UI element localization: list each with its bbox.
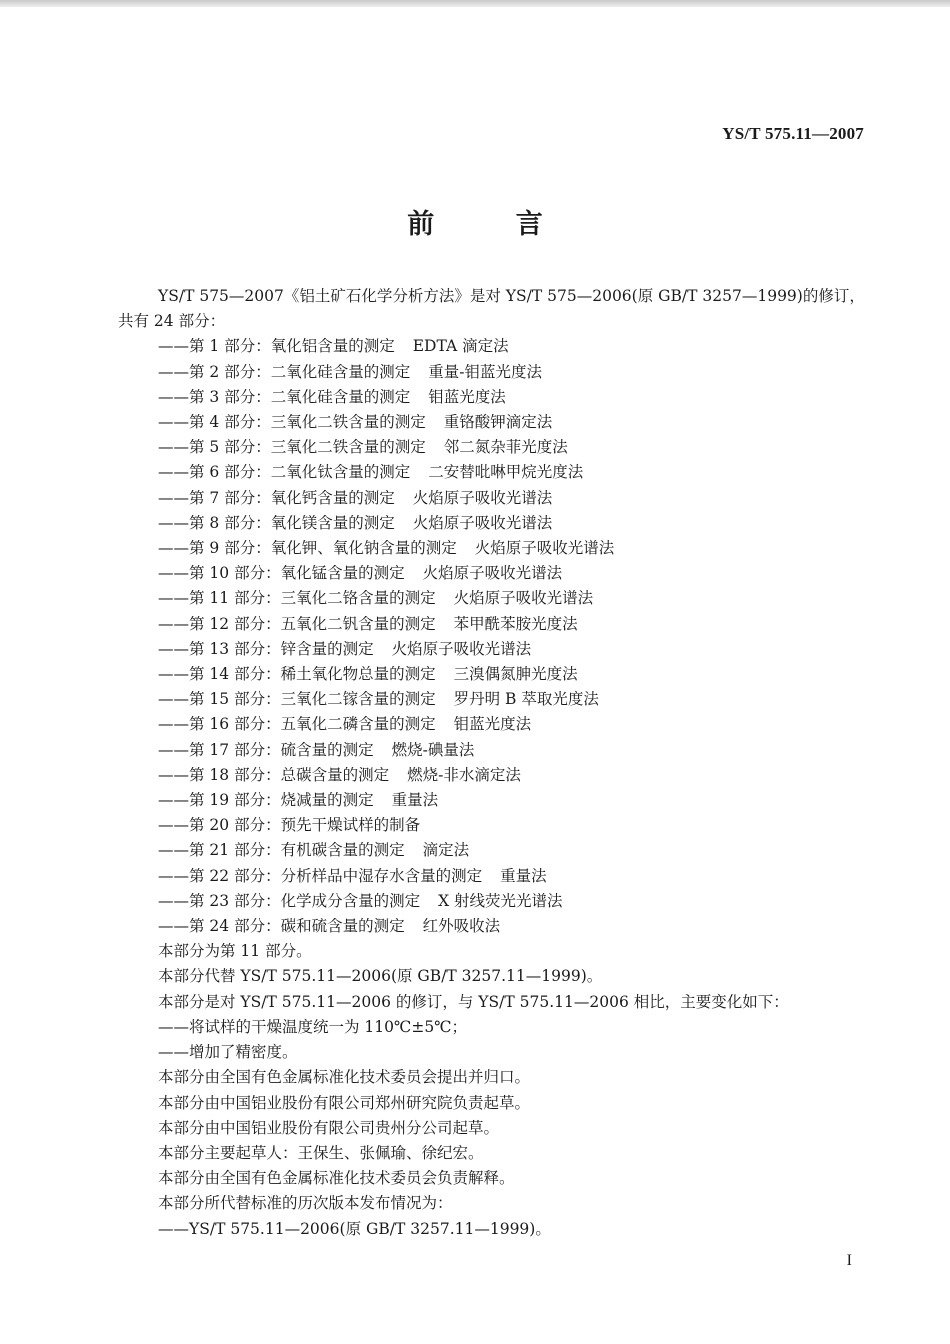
list-item: ——第 10 部分：氧化锰含量的测定 火焰原子吸收光谱法 [158, 564, 563, 583]
list-item: ——第 23 部分：化学成分含量的测定 X 射线荧光光谱法 [158, 891, 563, 910]
list-item: ——第 8 部分：氧化镁含量的测定 火焰原子吸收光谱法 [158, 513, 553, 532]
statement-replaces: 本部分代替 YS/T 575.11—2006(原 GB/T 3257.11—1999)。 [158, 967, 603, 986]
parts-list [118, 334, 868, 939]
list-item: ——第 19 部分：烧减量的测定 重量法 [158, 791, 439, 810]
statement-proposed: 本部分由全国有色金属标准化技术委员会提出并归口。 [158, 1068, 531, 1087]
list-item: ——第 11 部分：三氧化二铬含量的测定 火焰原子吸收光谱法 [158, 589, 594, 608]
list-item: ——第 4 部分：三氧化二铁含量的测定 重铬酸钾滴定法 [158, 413, 553, 432]
statement-drafted-lead: 本部分由中国铝业股份有限公司郑州研究院负责起草。 [158, 1093, 531, 1112]
scan-edge [0, 0, 950, 7]
list-item: ——第 13 部分：锌含量的测定 火焰原子吸收光谱法 [158, 639, 532, 658]
list-item: ——第 14 部分：稀土氧化物总量的测定 三溴偶氮胂光度法 [158, 665, 578, 684]
list-item: ——第 9 部分：氧化钾、氧化钠含量的测定 火焰原子吸收光谱法 [158, 539, 615, 558]
standard-code: YS/T 575.11—2007 [722, 124, 864, 143]
history-item: ——YS/T 575.11—2006(原 GB/T 3257.11—1999)。 [158, 1219, 551, 1238]
list-item: ——第 17 部分：硫含量的测定 燃烧-碘量法 [158, 740, 475, 759]
statement-history: 本部分所代替标准的历次版本发布情况为： [158, 1194, 453, 1213]
list-item: ——第 16 部分：五氧化二磷含量的测定 钼蓝光度法 [158, 715, 532, 734]
statement-revision: 本部分是对 YS/T 575.11—2006 的修订，与 YS/T 575.11—2006 相比，主要变化如下： [158, 992, 789, 1011]
list-item: ——第 12 部分：五氧化二钒含量的测定 苯甲酰苯胺光度法 [158, 614, 578, 633]
page-number: I [846, 1252, 852, 1269]
statement-drafted: 本部分由中国铝业股份有限公司贵州分公司起草。 [158, 1118, 500, 1137]
list-item: ——第 6 部分：二氧化钛含量的测定 二安替吡啉甲烷光度法 [158, 463, 584, 482]
list-item: ——第 22 部分：分析样品中湿存水含量的测定 重量法 [158, 866, 547, 885]
change-item: ——将试样的干燥温度统一为 110℃±5℃； [158, 1017, 468, 1036]
list-item: ——第 1 部分：氧化铝含量的测定 EDTA 滴定法 [158, 337, 509, 356]
list-item: ——第 2 部分：二氧化硅含量的测定 重量-钼蓝光度法 [158, 362, 542, 381]
list-item: ——第 7 部分：氧化钙含量的测定 火焰原子吸收光谱法 [158, 488, 553, 507]
foreword-body [118, 284, 868, 1242]
statement-part-number: 本部分为第 11 部分。 [158, 942, 312, 961]
list-item: ——第 24 部分：碳和硫含量的测定 红外吸收法 [158, 917, 501, 936]
list-item: ——第 3 部分：二氧化硅含量的测定 钼蓝光度法 [158, 387, 506, 406]
list-item: ——第 15 部分：三氧化二镓含量的测定 罗丹明 B 萃取光度法 [158, 690, 599, 709]
change-item: ——增加了精密度。 [158, 1043, 298, 1062]
statement-drafters: 本部分主要起草人：王保生、张佩瑜、徐纪宏。 [158, 1143, 484, 1162]
page-title: 前 言 [407, 209, 579, 240]
intro-line-2: 共有 24 部分： [118, 312, 226, 331]
list-item: ——第 18 部分：总碳含量的测定 燃烧-非水滴定法 [158, 765, 521, 784]
list-item: ——第 5 部分：三氧化二铁含量的测定 邻二氮杂菲光度法 [158, 438, 568, 457]
intro-line-1: YS/T 575—2007《铝土矿石化学分析方法》是对 YS/T 575—2006(原 GB/T 3257—1999)的修订， [158, 287, 865, 305]
list-item: ——第 21 部分：有机碳含量的测定 滴定法 [158, 841, 470, 860]
statement-interpretation: 本部分由全国有色金属标准化技术委员会负责解释。 [158, 1169, 515, 1188]
list-item: ——第 20 部分：预先干燥试样的制备 [158, 816, 421, 835]
